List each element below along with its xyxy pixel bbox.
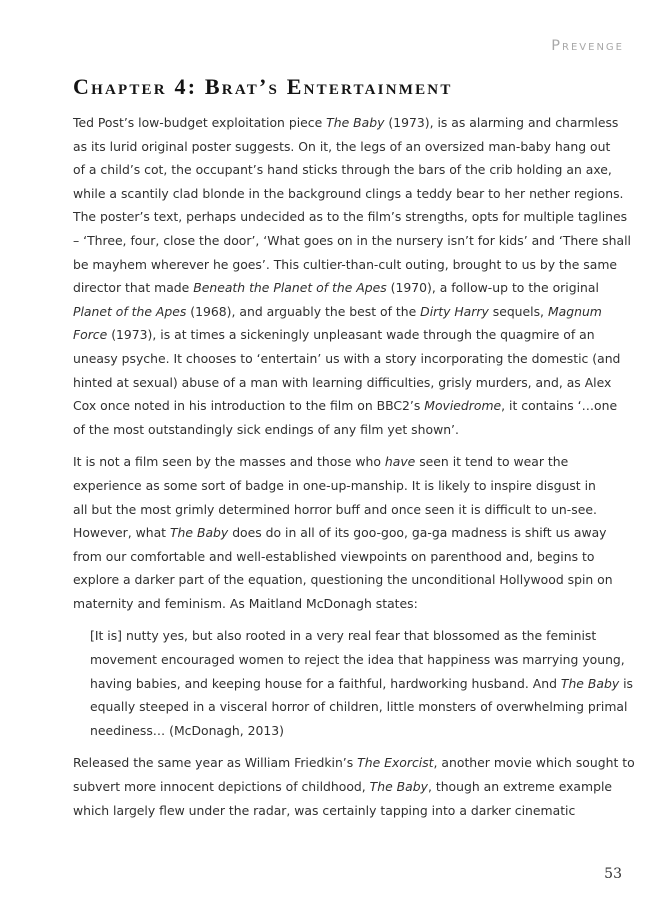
italic-title: have <box>384 454 416 470</box>
chapter-title: Chapter 4: Brat’s Entertainment <box>73 74 453 99</box>
text-line: However, what The Baby does do in all of its goo-goo, ga-ga madness is shift us away <box>73 525 607 541</box>
paragraph-1 <box>73 111 631 441</box>
text-line: while a scantily clad blonde in the background clings a teddy bear to her nether regions. <box>73 185 624 201</box>
italic-title: Dirty Harry <box>420 303 489 319</box>
text-line: be mayhem wherever he goes’. This cultier-than-cult outing, brought to us by the same <box>73 256 618 272</box>
text-line: explore a darker part of the equation, questioning the unconditional Hollywood spin on <box>73 572 613 588</box>
text-line: [It is] nutty yes, but also rooted in a very real fear that blossomed as the feminist <box>90 628 597 644</box>
text-line: experience as some sort of badge in one-up-manship. It is likely to inspire disgust in <box>73 477 596 493</box>
text-line: which largely flew under the radar, was certainly tapping into a darker cinematic <box>73 802 576 818</box>
text-line: of a child’s cot, the occupant’s hand sticks through the bars of the crib holding an axe, <box>73 162 612 178</box>
running-head: Prevenge <box>551 38 624 54</box>
italic-title: Force <box>73 327 108 343</box>
page-number: 53 <box>604 866 622 882</box>
text-line: all but the most grimly determined horror buff and once seen it is difficult to un-see. <box>73 501 597 517</box>
italic-title: The Baby <box>560 675 620 691</box>
text-line: from our comfortable and well-established viewpoints on parenthood and, begins to <box>73 548 595 564</box>
text-line: Ted Post’s low-budget exploitation piece The Baby (1973), is as alarming and charmless <box>73 115 619 130</box>
text-line: maternity and feminism. As Maitland McDonagh states: <box>73 595 418 611</box>
italic-title: The Baby <box>169 525 229 541</box>
italic-title: Moviedrome <box>424 398 502 414</box>
paragraph-3 <box>73 751 635 822</box>
italic-title: The Baby <box>326 115 385 130</box>
text-line: Released the same year as William Friedkin’s The Exorcist, another movie which sought to <box>73 755 635 771</box>
text-line: of the most outstandingly sick endings of any film yet shown’. <box>73 421 459 437</box>
text-line: equally steeped in a visceral horror of children, little monsters of overwhelming primal <box>90 699 628 715</box>
text-line: hinted at sexual) abuse of a man with learning difficulties, grisly murders, and, as Alex <box>73 374 612 390</box>
italic-title: Magnum <box>547 303 602 319</box>
text-line: The poster’s text, perhaps undecided as to the film’s strengths, opts for multiple taglines <box>73 209 628 225</box>
text-line: – ‘Three, four, close the door’, ‘What goes on in the nursery isn’t for kids’ and ‘There shall <box>73 232 631 248</box>
text-line: director that made Beneath the Planet of the Apes (1970), a follow-up to the original <box>73 280 599 296</box>
italic-title: Planet of the Apes <box>73 303 187 319</box>
italic-title: The Exorcist <box>357 755 434 771</box>
text-line: Force (1973), is at times a sickeningly unpleasant wade through the quagmire of an <box>73 327 595 343</box>
text-line: as its lurid original poster suggests. On it, the legs of an oversized man-baby hang out <box>73 138 611 154</box>
body-text <box>73 111 635 831</box>
italic-title: Beneath the Planet of the Apes <box>193 280 387 296</box>
text-line: having babies, and keeping house for a faithful, hardworking husband. And The Baby is <box>90 675 633 691</box>
text-line: Cox once noted in his introduction to the film on BBC2’s Moviedrome, it contains ‘…one <box>73 398 618 414</box>
text-line: neediness… (McDonagh, 2013) <box>90 722 284 738</box>
text-line: uneasy psyche. It chooses to ‘entertain’ us with a story incorporating the domestic (and <box>73 350 621 366</box>
paragraph-2 <box>73 450 613 615</box>
text-line: Planet of the Apes (1968), and arguably the best of the Dirty Harry sequels, Magnum <box>73 303 602 319</box>
text-line: subvert more innocent depictions of childhood, The Baby, though an extreme example <box>73 779 613 795</box>
italic-title: The Baby <box>369 779 428 795</box>
text-line: movement encouraged women to reject the idea that happiness was marrying young, <box>90 652 625 668</box>
text-line: It is not a film seen by the masses and those who have seen it tend to wear the <box>73 454 569 470</box>
block-quote <box>73 624 633 742</box>
